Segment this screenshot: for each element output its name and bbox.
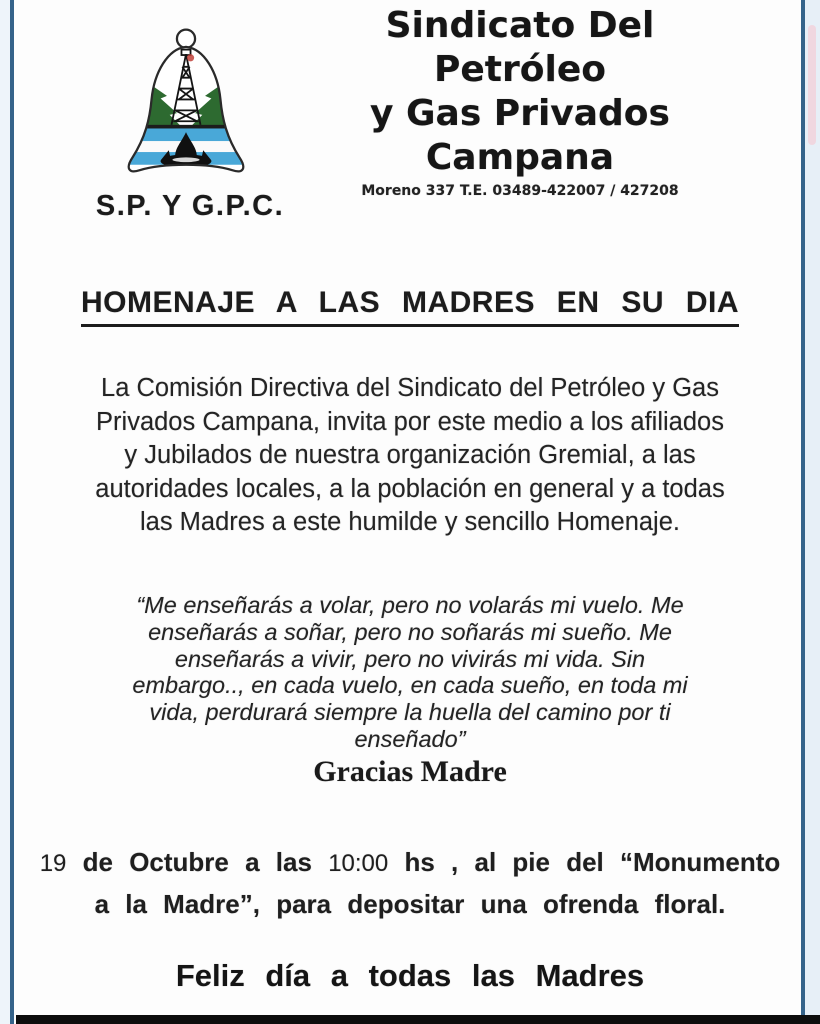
- invitation-line: Privados Campana, invita por este medio a los afiliados: [96, 407, 724, 436]
- event-time: 10:00: [328, 850, 389, 877]
- footer-greeting: Feliz día a todas las Madres: [175, 958, 645, 993]
- title-line-2: Petróleo: [434, 49, 606, 90]
- bell-knob: [177, 30, 195, 48]
- bell-logo-graphic: [118, 26, 254, 182]
- event-text-2: hs , al pie del “Monumento: [404, 847, 781, 877]
- quote-line: embargo.., en cada vuelo, en cada sueño, en toda mi: [132, 672, 688, 699]
- event-text-1: de Octubre a las: [82, 847, 312, 877]
- invitation-line: las Madres a este humilde y sencillo Homenaje.: [139, 508, 680, 536]
- union-title-block: [320, 4, 720, 199]
- title-line-4: Campana: [425, 137, 615, 178]
- union-bell-logo: [118, 26, 254, 182]
- quote-line: enseñarás a vivir, pero no vivirás mi vida. Sin: [174, 645, 646, 672]
- event-line-2: a la Madre”, para depositar una ofrenda floral.: [94, 889, 726, 919]
- quote-line: enseñado”: [354, 725, 466, 752]
- union-acronym: S.P. Y G.P.C.: [95, 190, 285, 222]
- invitation-line: y Jubilados de nuestra organización Gremial, a las: [124, 441, 696, 469]
- event-details: [30, 842, 790, 924]
- right-border-line: [801, 0, 805, 1024]
- quote-signature: Gracias Madre: [313, 754, 507, 788]
- left-margin-tint: [0, 0, 10, 1024]
- left-border-line: [10, 0, 14, 1024]
- homage-heading: HOMENAJE A LAS MADRES EN SU DIA: [81, 286, 739, 327]
- derrick-flame-dot: [187, 54, 194, 61]
- title-line-3: y Gas Privados: [370, 93, 670, 134]
- scan-artifact-smudge: [808, 25, 816, 145]
- mother-quote: [85, 592, 735, 786]
- title-line-1: Sindicato Del: [385, 5, 655, 46]
- bottom-black-bar: [16, 1015, 820, 1024]
- event-day: 19: [39, 850, 67, 877]
- invitation-line: autoridades locales, a la población en general y a todas: [95, 474, 725, 503]
- invitation-paragraph: [55, 372, 765, 540]
- invitation-line: La Comisión Directiva del Sindicato del Petróleo y Gas: [101, 374, 719, 402]
- quote-line: “Me enseñarás a volar, pero no volarás mi vuelo. Me: [136, 592, 684, 618]
- event-line-1: [30, 842, 790, 884]
- union-address: Moreno 337 T.E. 03489-422007 / 427208: [361, 183, 679, 199]
- heading-row: [15, 286, 805, 327]
- right-margin-tint: [805, 0, 820, 1024]
- ground-line: [123, 125, 250, 129]
- quote-line: enseñarás a soñar, pero no soñarás mi sueño. Me: [148, 618, 672, 645]
- quote-line: vida, perdurará siempre la huella del camino por ti: [149, 699, 671, 726]
